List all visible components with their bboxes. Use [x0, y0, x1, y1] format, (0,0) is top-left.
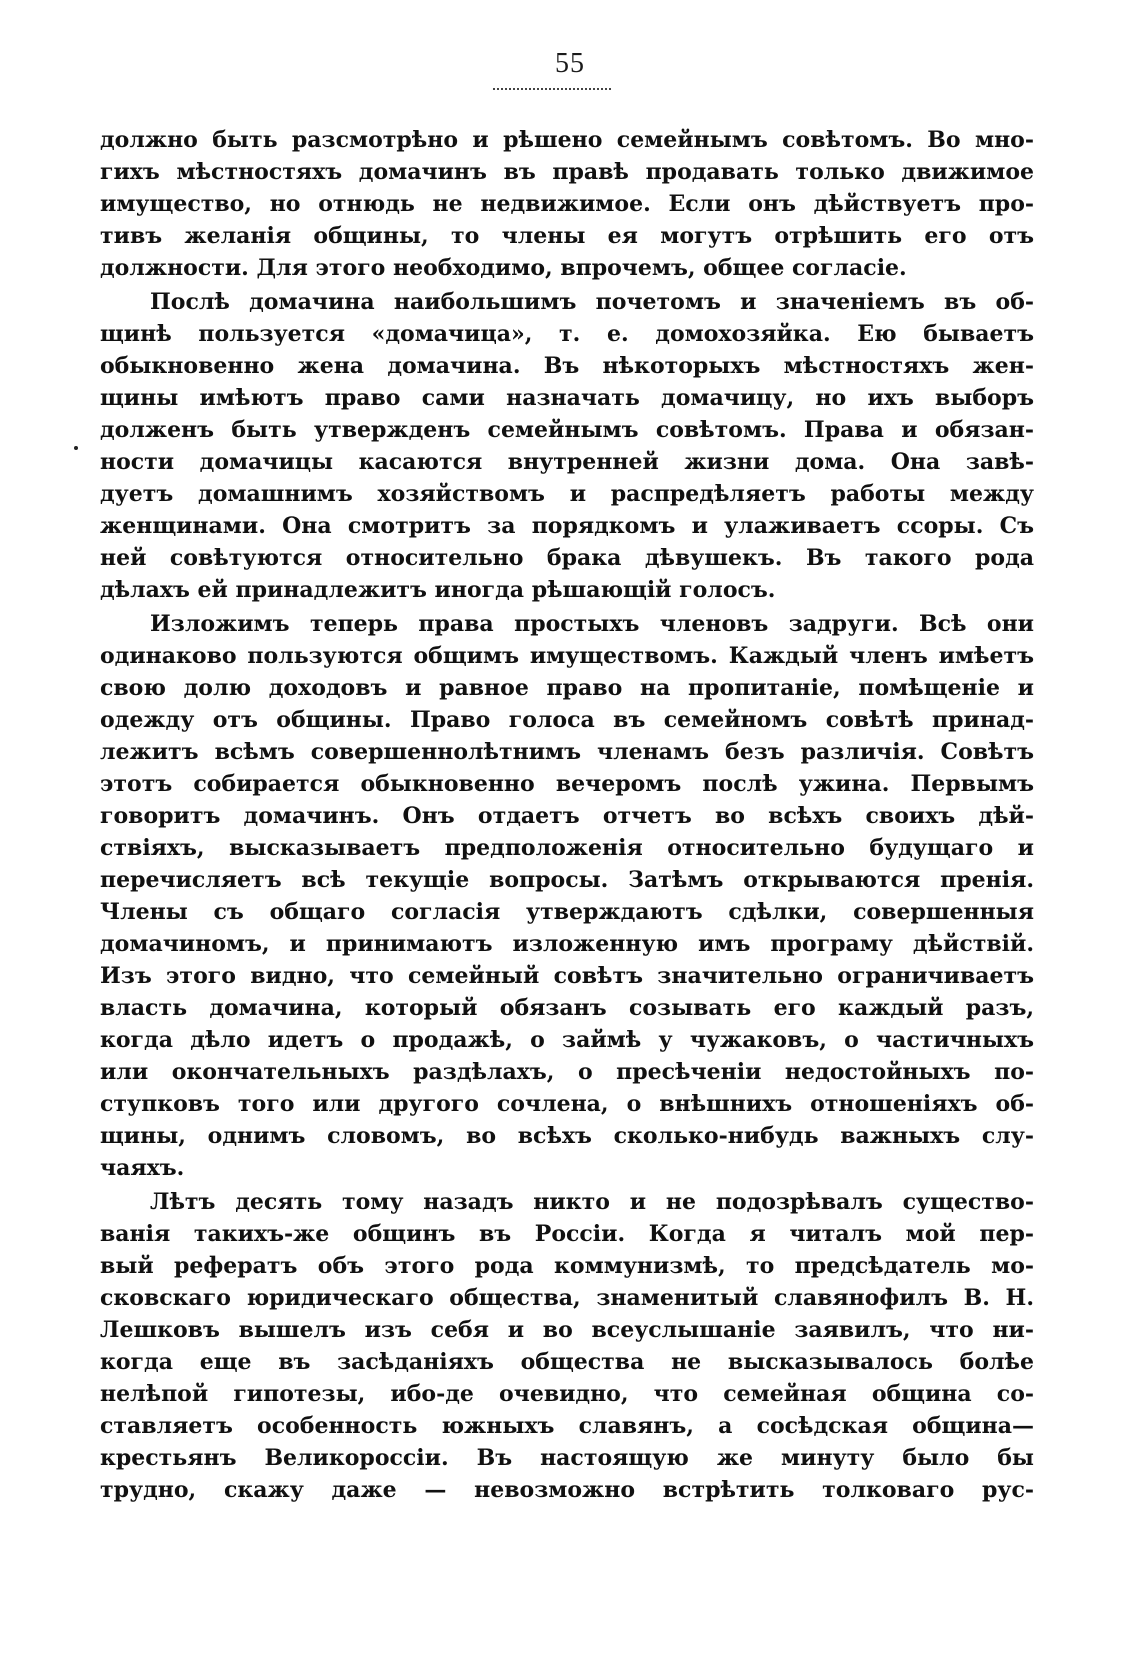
text-line: вый рефератъ объ этого рода коммунизмѣ, то предсѣдатель мо-: [100, 1253, 1034, 1279]
text-line: Послѣ домачина наибольшимъ почетомъ и значеніемъ въ об-: [150, 289, 1034, 315]
text-line: дуетъ домашнимъ хозяйствомъ и распредѣляетъ работы между: [100, 481, 1034, 507]
text-line: щины, однимъ словомъ, во всѣхъ сколько-нибудь важныхъ слу-: [100, 1123, 1034, 1149]
body-text: [100, 124, 1034, 1506]
text-line: или окончательныхъ раздѣлахъ, о пресѣченіи недостойныхъ по-: [100, 1059, 1034, 1085]
paragraph-1: [100, 124, 1034, 284]
text-line: долженъ быть утвержденъ семейнымъ совѣтомъ. Права и обязан-: [100, 417, 1034, 443]
text-line: ванія такихъ-же общинъ въ Россіи. Когда я читалъ мой пер-: [100, 1221, 1034, 1247]
text-line: должности. Для этого необходимо, впрочемъ, общее согласіе.: [100, 255, 907, 281]
text-line: имущество, но отнюдь не недвижимое. Если онъ дѣйствуетъ про-: [100, 191, 1034, 217]
text-line: перечисляетъ всѣ текущіе вопросы. Затѣмъ открываются пренія.: [100, 867, 1034, 893]
text-line: гихъ мѣстностяхъ домачинъ въ правѣ продавать только движимое: [100, 159, 1034, 185]
text-line: трудно, скажу даже — невозможно встрѣтить толковаго рус-: [100, 1477, 1034, 1503]
text-line: ней совѣтуются относительно брака дѣвушекъ. Въ такого рода: [100, 545, 1034, 571]
text-line: власть домачина, который обязанъ созывать его каждый разъ,: [100, 995, 1034, 1021]
text-line: домачиномъ, и принимаютъ изложенную имъ програму дѣйствій.: [100, 931, 1034, 957]
margin-speck: [74, 446, 78, 450]
text-line: обыкновенно жена домачина. Въ нѣкоторыхъ мѣстностяхъ жен-: [100, 353, 1034, 379]
text-line: одежду отъ общины. Право голоса въ семейномъ совѣтѣ принад-: [100, 707, 1034, 733]
text-line: лежитъ всѣмъ совершеннолѣтнимъ членамъ безъ различія. Совѣтъ: [100, 739, 1034, 765]
text-line: когда еще въ засѣданіяхъ общества не высказывалось болѣе: [100, 1349, 1034, 1375]
text-line: свою долю доходовъ и равное право на пропитаніе, помѣщеніе и: [100, 675, 1034, 701]
text-line: ступковъ того или другого сочлена, о внѣшнихъ отношеніяхъ об-: [100, 1091, 1034, 1117]
text-line: чаяхъ.: [100, 1155, 185, 1181]
text-line: Члены съ общаго согласія утверждаютъ сдѣлки, совершенныя: [100, 899, 1034, 925]
text-line: одинаково пользуются общимъ имуществомъ. Каждый членъ имѣетъ: [100, 643, 1034, 669]
paragraph-4: [100, 1186, 1034, 1506]
text-line: Изложимъ теперь права простыхъ членовъ задруги. Всѣ они: [150, 611, 1034, 637]
paragraph-3: [100, 608, 1034, 1184]
text-line: Изъ этого видно, что семейный совѣтъ значительно ограничиваетъ: [100, 963, 1034, 989]
text-line: ставляетъ особенность южныхъ славянъ, а сосѣдская община—: [100, 1413, 1034, 1439]
text-line: нелѣпой гипотезы, ибо-де очевидно, что семейная община со-: [100, 1381, 1034, 1407]
text-line: тивъ желанія общины, то члены ея могутъ отрѣшить его отъ: [100, 223, 1034, 249]
text-line: ности домачицы касаются внутренней жизни дома. Она завѣ-: [100, 449, 1034, 475]
text-line: ствіяхъ, высказываетъ предположенія относительно будущаго и: [100, 835, 1034, 861]
page-number: 55: [555, 48, 585, 79]
text-line: крестьянъ Великороссіи. Въ настоящую же минуту было бы: [100, 1445, 1034, 1471]
text-line: дѣлахъ ей принадлежитъ иногда рѣшающій голосъ.: [100, 577, 776, 603]
paragraph-2: [100, 286, 1034, 606]
text-line: когда дѣло идетъ о продажѣ, о займѣ у чужаковъ, о частичныхъ: [100, 1027, 1034, 1053]
text-line: женщинами. Она смотритъ за порядкомъ и улаживаетъ ссоры. Съ: [100, 513, 1034, 539]
page-number-header: [0, 48, 1140, 80]
text-line: Лѣтъ десять тому назадъ никто и не подозрѣвалъ существо-: [150, 1189, 1034, 1215]
text-line: Лешковъ вышелъ изъ себя и во всеуслышаніе заявилъ, что ни-: [100, 1317, 1034, 1343]
header-dotted-rule: [493, 88, 611, 90]
text-line: этотъ собирается обыкновенно вечеромъ послѣ ужина. Первымъ: [100, 771, 1034, 797]
text-line: говоритъ домачинъ. Онъ отдаетъ отчетъ во всѣхъ своихъ дѣй-: [100, 803, 1034, 829]
text-line: щины имѣютъ право сами назначать домачицу, но ихъ выборъ: [100, 385, 1034, 411]
text-line: щинѣ пользуется «домачица», т. е. домохозяйка. Ею бываетъ: [100, 321, 1034, 347]
text-line: сковскаго юридическаго общества, знаменитый славянофилъ В. Н.: [100, 1285, 1034, 1311]
text-line: должно быть разсмотрѣно и рѣшено семейнымъ совѣтомъ. Во мно-: [100, 127, 1034, 153]
